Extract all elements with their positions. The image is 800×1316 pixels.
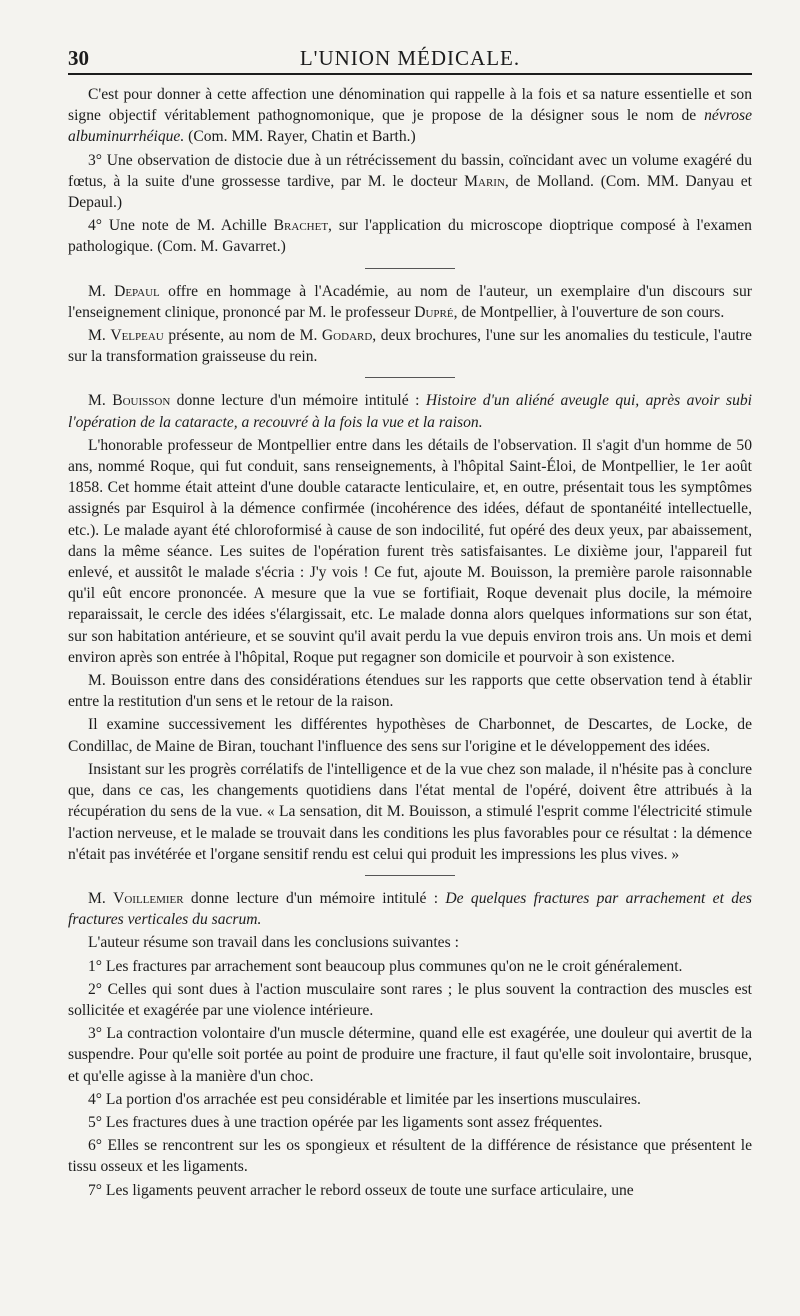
section-separator bbox=[365, 377, 455, 378]
conclusion-5: 5° Les fractures dues à une traction opérée par les ligaments sont assez fréquentes. bbox=[88, 1113, 603, 1131]
conclusion-6: 6° Elles se rencontrent sur les os spongieux et résultent de la différence de résistance que présentent le tissu osseux et les ligaments. bbox=[68, 1137, 752, 1176]
section-separator bbox=[365, 875, 455, 876]
paragraph-4: M. Depaul offre en hommage à l'Académie, au nom de l'auteur, un exemplaire d'un discours sur l'enseignement clinique, prononcé par M. le professeur Dupré, de Montpellier, à l'ouverture de son cours. bbox=[68, 282, 752, 321]
paragraph-12: L'auteur résume son travail dans les conclusions suivantes : bbox=[88, 934, 459, 952]
conclusion-3: 3° La contraction volontaire d'un muscle détermine, quand elle est exagérée, une douleur qui avertit de la suspendre. Pour qu'elle soit portée au point de produire une fracture, il faut qu'elle soit involontaire, brusque, et qu'elle agisse à la manière d'un choc. bbox=[68, 1025, 752, 1085]
conclusion-1: 1° Les fractures par arrachement sont beaucoup plus communes qu'on ne le croit généralement. bbox=[88, 957, 683, 975]
paragraph-8: M. Bouisson entre dans des considérations étendues sur les rapports que cette observation tend à établir entre la restitution d'un sens et le retour de la raison. bbox=[68, 672, 752, 711]
section-separator bbox=[365, 268, 455, 269]
paragraph-9: Il examine successivement les différentes hypothèses de Charbonnet, de Descartes, de Locke, de Condillac, de Maine de Biran, touchant l'influence des sens sur l'origine et le développement des idées. bbox=[68, 716, 752, 755]
page-header bbox=[68, 44, 752, 72]
paragraph-5: M. Velpeau présente, au nom de M. Godard, deux brochures, l'une sur les anomalies du testicule, l'autre sur la transformation graisseuse du rein. bbox=[68, 327, 752, 366]
paragraph-2: 3° Une observation de distocie due à un rétrécissement du bassin, coïncidant avec un volume exagéré du fœtus, à la suite d'une grossesse tardive, par M. le docteur Marin, de Molland. (Com. MM. Danyau et Depaul.) bbox=[68, 151, 752, 212]
paragraph-11: M. Voillemier donne lecture d'un mémoire intitulé : De quelques fractures par arrachement et des fractures verticales du sacrum. bbox=[68, 889, 752, 929]
header-rule bbox=[68, 73, 752, 75]
paragraph-10: Insistant sur les progrès corrélatifs de l'intelligence et de la vue chez son malade, il n'hésite pas à conclure que, dans ce cas, les changements quotidiens dans l'état mental de l'opéré, doivent être attribués à la récupération du sens de la vue. « La sensation, dit M. Bouisson, a stimulé l'esprit comme l'électricité stimule l'action nerveuse, et le malade se trouvait dans les conditions les plus favorables pour ce résultat : la démence n'était pas invétérée et l'organe sensitif rendu est celui qui produit les impressions les plus vives. » bbox=[68, 760, 752, 863]
journal-title: L'UNION MÉDICALE. bbox=[299, 46, 521, 70]
conclusion-2: 2° Celles qui sont dues à l'action musculaire sont rares ; le plus souvent la contraction des muscles est sollicitée et exagérée par une violence intérieure. bbox=[68, 980, 752, 1019]
article-body bbox=[68, 84, 752, 1203]
paragraph-3: 4° Une note de M. Achille Brachet, sur l'application du microscope dioptrique composé à l'examen pathologique. (Com. M. Gavarret.) bbox=[68, 217, 752, 256]
conclusion-4: 4° La portion d'os arrachée est peu considérable et limitée par les insertions musculaires. bbox=[88, 1090, 641, 1108]
conclusion-7: 7° Les ligaments peuvent arracher le rebord osseux de toute une surface articulaire, une bbox=[88, 1181, 634, 1199]
paragraph-1: C'est pour donner à cette affection une dénomination qui rappelle à la fois et sa nature essentielle et son signe objectif véritablement pathognomonique, que je propose de la désigner sous le nom de névrose albuminurrhéique. (Com. MM. Rayer, Chatin et Barth.) bbox=[68, 86, 752, 146]
paragraph-7: L'honorable professeur de Montpellier entre dans les détails de l'observation. Il s'agit d'un homme de 50 ans, nommé Roque, qui fut conduit, sans renseignements, à l'hôpital Saint-Éloi, de Montpellier, le 1er août 1858. Cet homme était atteint d'une double cataracte lenticulaire, et, en outre, présentait tous les symptômes assignés par Esquirol à la démence confirmée (incohérence des idées, défaut de spontanéité intellectuelle, etc.). Le malade ayant été chloroformisé à cause de son indocilité, fut opéré des deux yeux, par abaissement, dans la même séance. Les suites de l'opération furent très satisfaisantes. Le dixième jour, l'appareil fut enlevé, et aussitôt le malade s'écria : J'y vois ! Ce fut, ajoute M. Bouisson, la première parole raisonnable qu'il eût encore prononcée. A mesure que la vue se fortifiait, Roque devenait plus docile, la mémoire reparaissait, le cercle des idées s'élargissait, etc. Le malade donna alors quelques informations sur son état, sur son habitation antérieure, et se souvint qu'il avait perdu la vue depuis environ trois ans. Un mois et demi environ après son entrée à l'hôpital, Roque put regagner son domicile et pourvoir à son existence. bbox=[68, 436, 752, 666]
page-number: 30 bbox=[68, 46, 89, 70]
paragraph-6: M. Bouisson donne lecture d'un mémoire intitulé : Histoire d'un aliéné aveugle qui, après avoir subi l'opération de la cataracte, a recouvré à la fois la vue et la raison. bbox=[68, 392, 752, 431]
